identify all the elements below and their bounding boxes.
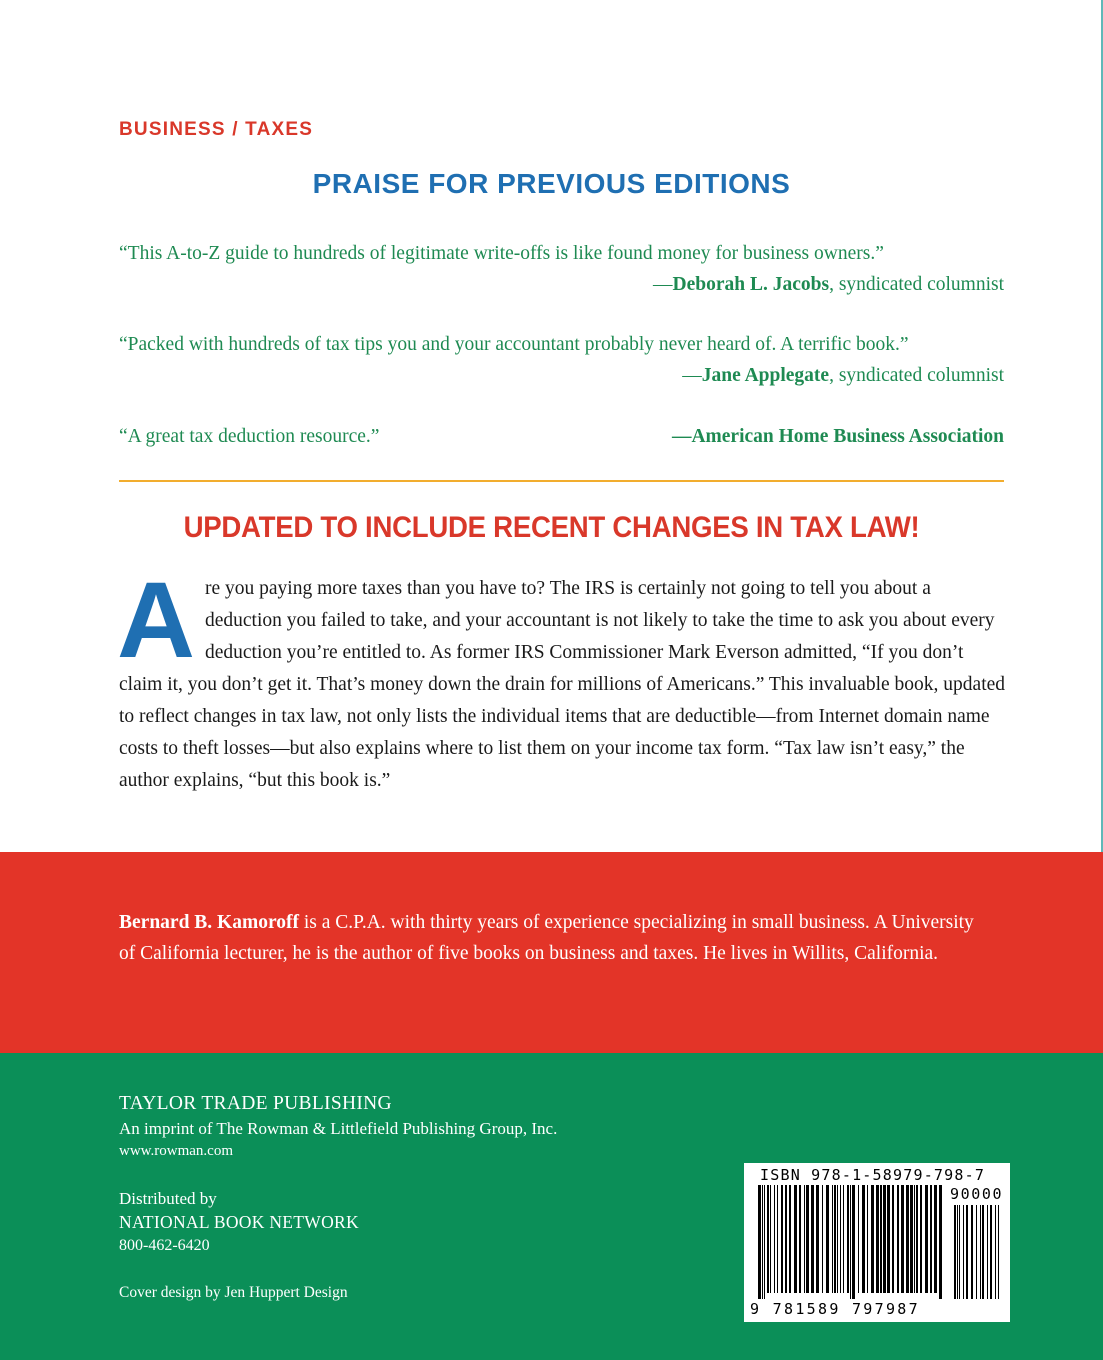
praise-quote — [119, 421, 1004, 452]
barcode-bar — [806, 1185, 809, 1293]
attribution-dash: — — [682, 365, 702, 386]
barcode-bar — [777, 1185, 778, 1293]
barcode-bar — [832, 1185, 833, 1293]
praise-heading: PRAISE FOR PREVIOUS EDITIONS — [312, 168, 791, 199]
barcode-bar — [764, 1185, 765, 1299]
publisher-name: TAYLOR TRADE PUBLISHING — [119, 1093, 392, 1114]
barcode-bar — [880, 1185, 882, 1293]
publisher-url: www.rowman.com — [119, 1143, 234, 1159]
barcode-bar — [858, 1185, 859, 1293]
distributor-name: NATIONAL BOOK NETWORK — [119, 1212, 359, 1232]
barcode-addon-bar — [963, 1205, 964, 1299]
barcode-bar — [920, 1185, 922, 1293]
barcode-addon-bar — [980, 1205, 981, 1299]
barcode-bar — [840, 1185, 841, 1293]
barcode-bar — [916, 1185, 918, 1293]
distributor-phone: 800-462-6420 — [119, 1237, 210, 1254]
barcode-addon-bar — [982, 1205, 984, 1299]
barcode-bar — [811, 1185, 814, 1293]
barcode-bar — [770, 1185, 771, 1293]
headline: UPDATED TO INCLUDE RECENT CHANGES IN TAX LAW! — [183, 511, 920, 544]
barcode-bar — [867, 1185, 868, 1293]
description-text: re you paying more taxes than you have to? The IRS is certainly not going to tell you about a deduction you failed to take, and your accountant is not likely to take the time to ask you about every deduction you’re entitled to. As former IRS Commissioner Mark Everson admitted, “If you don’t claim it, you don’t get it. That’s money down the drain for millions of Americans.” This invaluable book, updated to reflect changes in tax law, not only lists the individual items that are deductible—from Internet domain name costs to theft losses—but also explains where to list them on your income tax form. “Tax law isn’t easy,” the author explains, “but this book is.” — [119, 578, 1006, 791]
praise-quote — [119, 329, 1004, 391]
attribution-name: Deborah L. Jacobs — [672, 274, 830, 295]
barcode-bar — [834, 1185, 836, 1293]
barcode-bar — [789, 1185, 791, 1293]
barcode-bar — [934, 1185, 937, 1293]
attribution-name: American Home Business Association — [691, 426, 1004, 447]
barcode-addon-bar — [957, 1205, 958, 1299]
author-name: Bernard B. Kamoroff — [119, 912, 299, 933]
barcode-bar — [847, 1185, 849, 1293]
author-bio-text: is a C.P.A. with thirty years of experience specializing in small business. A University of California lecturer, he is the author of five books on business and taxes. He lives in Willits, California. — [119, 912, 974, 964]
barcode-bar — [799, 1185, 801, 1293]
barcode-bar — [892, 1185, 894, 1293]
isbn-text: ISBN 978-1-58979-798-7 — [760, 1166, 986, 1184]
barcode-bar — [910, 1185, 913, 1293]
divider-rule — [119, 480, 1004, 482]
quote-text: “Packed with hundreds of tax tips you and your accountant probably never heard of. A terrific book.” — [119, 334, 909, 355]
attribution-role: , syndicated columnist — [829, 365, 1004, 386]
barcode-bar — [774, 1185, 775, 1293]
barcode-bar — [906, 1185, 909, 1293]
attribution-dash: — — [671, 426, 692, 447]
price-code: 90000 — [950, 1185, 1004, 1203]
barcode-bar — [925, 1185, 928, 1293]
barcode-bar — [897, 1185, 899, 1293]
barcode-bar — [901, 1185, 904, 1293]
barcode-bar — [939, 1185, 942, 1299]
cover-credit: Cover design by Jen Huppert Design — [119, 1284, 348, 1301]
barcode-addon-bar — [987, 1205, 988, 1299]
barcode-bar — [826, 1185, 829, 1293]
praise-quote — [119, 238, 1004, 300]
barcode-bar — [767, 1185, 769, 1293]
barcode-bar — [837, 1185, 838, 1293]
barcode-bar — [914, 1185, 915, 1293]
barcode-bar — [822, 1185, 823, 1293]
barcode-bar — [758, 1185, 761, 1299]
barcode-bar — [871, 1185, 874, 1293]
barcode-addon-bar — [998, 1205, 999, 1299]
barcode-bar — [930, 1185, 932, 1293]
barcode-bar — [843, 1185, 844, 1293]
barcode-box — [744, 1163, 1010, 1322]
drop-cap: A — [117, 559, 195, 680]
distributed-label: Distributed by — [119, 1189, 217, 1208]
publisher-imprint: An imprint of The Rowman & Littlefield Publishing Group, Inc. — [119, 1119, 558, 1138]
barcode-addon-bar — [966, 1205, 968, 1299]
barcode-addon-bar — [959, 1205, 960, 1299]
barcode-bar — [816, 1185, 819, 1293]
quote-attribution — [672, 421, 1004, 452]
attribution-name: Jane Applegate — [701, 365, 830, 386]
barcode-addon-bar — [954, 1205, 956, 1299]
category-label: BUSINESS / TAXES — [119, 119, 314, 140]
barcode-icon — [754, 1185, 1004, 1303]
barcode-bar — [876, 1185, 879, 1293]
barcode-bar — [887, 1185, 890, 1293]
barcode-bar — [862, 1185, 865, 1293]
barcode-digits: 9 781589 797987 — [750, 1300, 920, 1318]
barcode-bar — [850, 1185, 851, 1299]
author-bio — [119, 907, 979, 969]
barcode-bar — [781, 1185, 783, 1293]
barcode-addon-bar — [995, 1205, 996, 1299]
barcode-addon-bar — [971, 1205, 973, 1299]
quote-text: “This A-to-Z guide to hundreds of legitimate write-offs is like found money for business owners.” — [119, 243, 884, 264]
description-paragraph — [117, 559, 1009, 797]
barcode-bar — [804, 1185, 805, 1293]
barcode-bar — [852, 1185, 855, 1299]
barcode-bar — [785, 1185, 787, 1293]
quote-text: “A great tax deduction resource.” — [119, 426, 380, 447]
attribution-dash: — — [653, 274, 673, 295]
barcode-addon-bar — [990, 1205, 992, 1299]
barcode-addon-bar — [976, 1205, 977, 1299]
quote-attribution — [119, 360, 1004, 391]
barcode-bar — [883, 1185, 886, 1293]
barcode-bar — [762, 1185, 763, 1299]
quote-attribution — [119, 269, 1004, 300]
attribution-role: , syndicated columnist — [829, 274, 1004, 295]
barcode-bar — [794, 1185, 797, 1293]
